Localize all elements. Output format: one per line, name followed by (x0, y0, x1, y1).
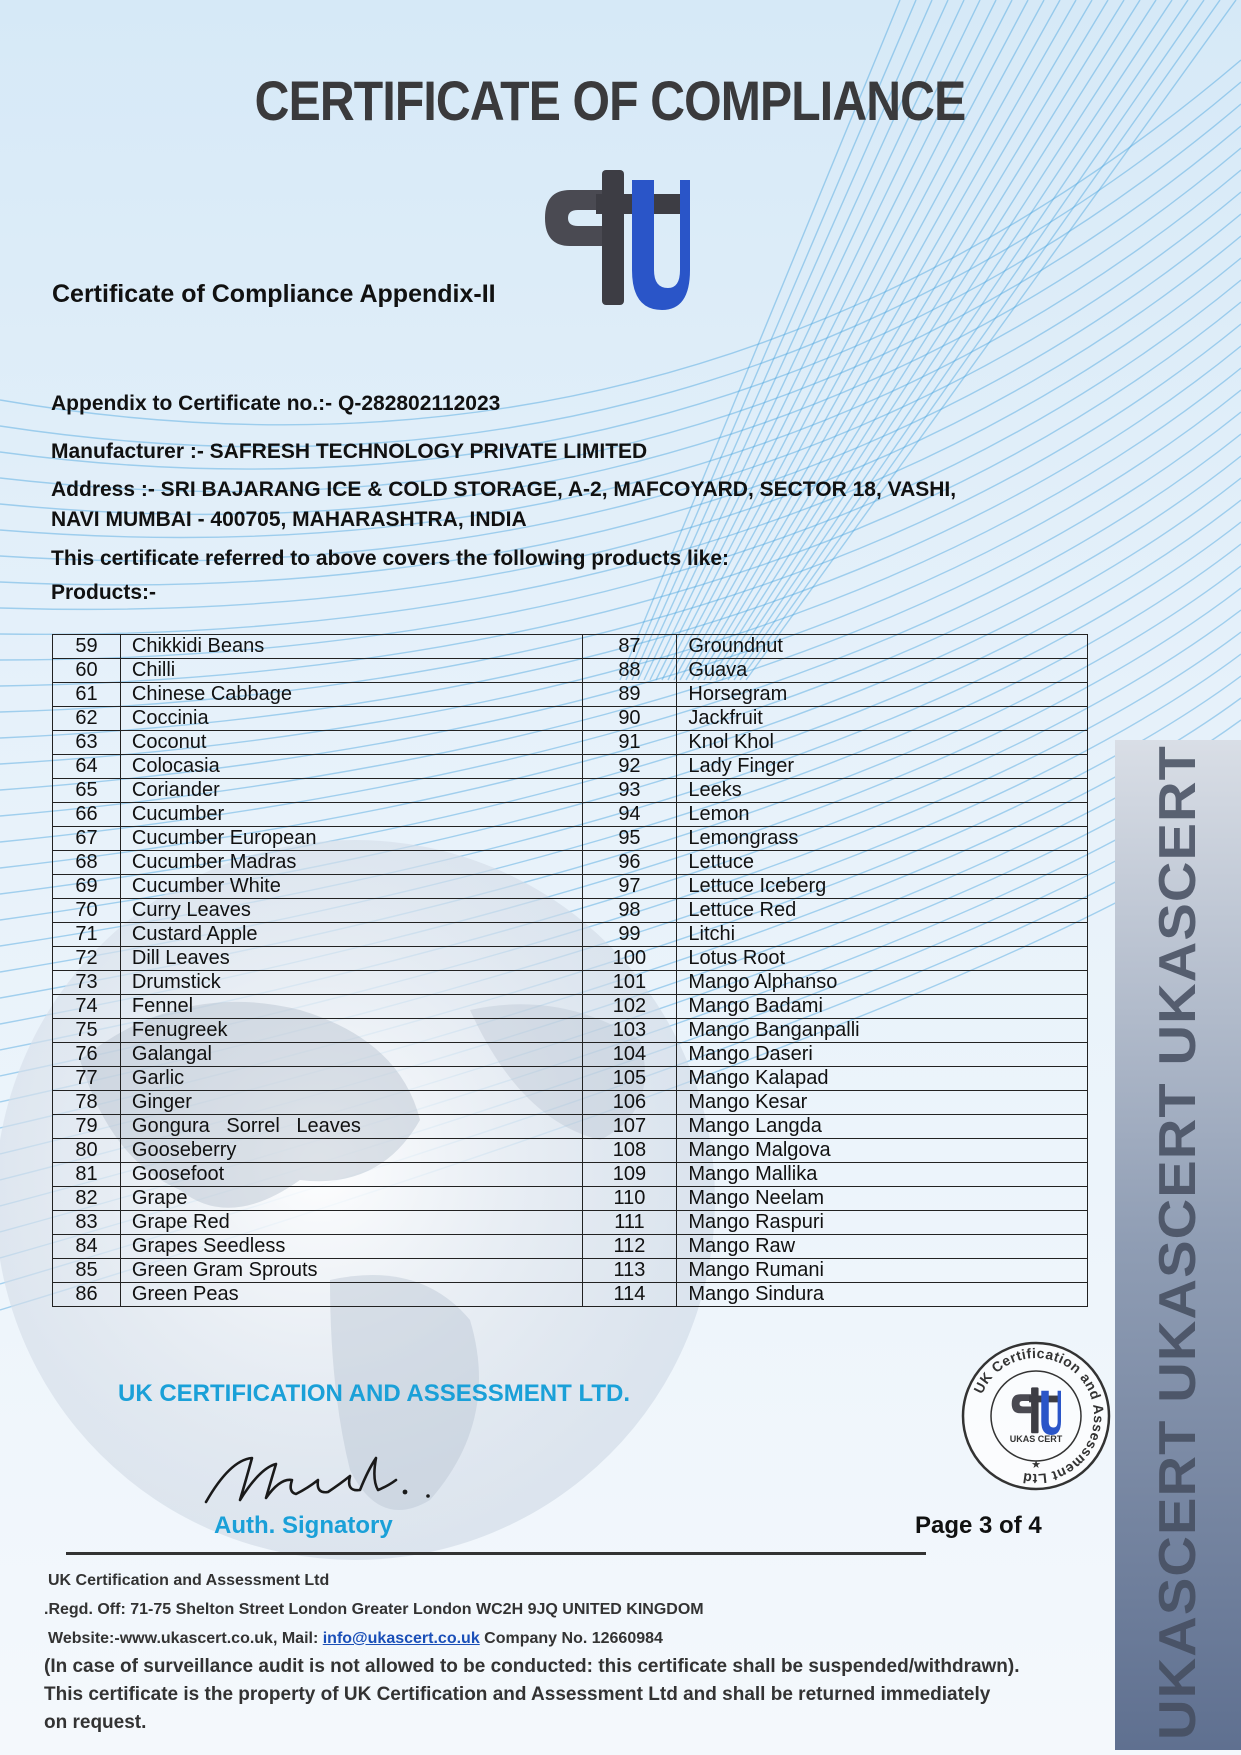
product-number: 65 (53, 779, 121, 803)
table-row (53, 923, 1088, 947)
product-number: 94 (582, 803, 677, 827)
product-name: Mango Langda (677, 1115, 1088, 1139)
product-name: Mango Mallika (677, 1163, 1088, 1187)
product-name: Coconut (120, 731, 582, 755)
product-number: 62 (53, 707, 121, 731)
product-number: 98 (582, 899, 677, 923)
table-row (53, 1259, 1088, 1283)
product-name: Goosefoot (120, 1163, 582, 1187)
product-number: 59 (53, 635, 121, 659)
product-name: Coccinia (120, 707, 582, 731)
product-name: Chilli (120, 659, 582, 683)
manufacturer: Manufacturer :- SAFRESH TECHNOLOGY PRIVATE LIMITED (51, 440, 648, 463)
product-name: Lotus Root (677, 947, 1088, 971)
product-number: 110 (582, 1187, 677, 1211)
product-number: 67 (53, 827, 121, 851)
page-number: Page 3 of 4 (915, 1512, 1042, 1539)
table-row (53, 1235, 1088, 1259)
ukas-logo (540, 160, 700, 315)
table-row (53, 1283, 1088, 1307)
product-number: 101 (582, 971, 677, 995)
product-number: 60 (53, 659, 121, 683)
product-number: 107 (582, 1115, 677, 1139)
product-number: 104 (582, 1043, 677, 1067)
product-number: 76 (53, 1043, 121, 1067)
table-row (53, 851, 1088, 875)
table-row (53, 1115, 1088, 1139)
product-number: 106 (582, 1091, 677, 1115)
table-row (53, 899, 1088, 923)
products-heading: Products:- (51, 581, 156, 604)
footer-notice-2: This certificate is the property of UK Certification and Assessment Ltd and shall be returned immediately (44, 1684, 991, 1705)
product-name: Mango Kalapad (677, 1067, 1088, 1091)
product-name: Mango Badami (677, 995, 1088, 1019)
product-name: Gongura Sorrel Leaves (120, 1115, 582, 1139)
product-name: Litchi (677, 923, 1088, 947)
ukascert-side-band (1115, 740, 1241, 1750)
product-number: 63 (53, 731, 121, 755)
product-number: 87 (582, 635, 677, 659)
product-name: Lettuce Iceberg (677, 875, 1088, 899)
table-row (53, 995, 1088, 1019)
table-row (53, 683, 1088, 707)
product-name: Green Peas (120, 1283, 582, 1307)
product-number: 88 (582, 659, 677, 683)
product-name: Fennel (120, 995, 582, 1019)
seal-center-text: UKAS CERT (1009, 1434, 1063, 1444)
product-number: 69 (53, 875, 121, 899)
product-name: Lady Finger (677, 755, 1088, 779)
product-name: Lemon (677, 803, 1088, 827)
product-name: Knol Khol (677, 731, 1088, 755)
product-name: Mango Malgova (677, 1139, 1088, 1163)
product-name: Coriander (120, 779, 582, 803)
product-name: Fenugreek (120, 1019, 582, 1043)
footer-divider (66, 1552, 926, 1555)
product-name: Chikkidi Beans (120, 635, 582, 659)
product-number: 99 (582, 923, 677, 947)
footer-office-address: .Regd. Off: 71-75 Shelton Street London Greater London WC2H 9JQ UNITED KINGDOM (44, 1601, 704, 1618)
seal-ring-text: UK Certification and Assessment Ltd (970, 1344, 1108, 1488)
product-number: 91 (582, 731, 677, 755)
product-number: 95 (582, 827, 677, 851)
product-number: 103 (582, 1019, 677, 1043)
product-number: 85 (53, 1259, 121, 1283)
table-row (53, 1067, 1088, 1091)
table-row (53, 971, 1088, 995)
product-number: 70 (53, 899, 121, 923)
product-name: Mango Rumani (677, 1259, 1088, 1283)
footer-email-link[interactable]: info@ukascert.co.uk (322, 1630, 480, 1647)
product-name: Galangal (120, 1043, 582, 1067)
product-name: Mango Neelam (677, 1187, 1088, 1211)
product-number: 71 (53, 923, 121, 947)
product-name: Cucumber (120, 803, 582, 827)
product-number: 64 (53, 755, 121, 779)
product-name: Curry Leaves (120, 899, 582, 923)
product-name: Grapes Seedless (120, 1235, 582, 1259)
product-name: Cucumber Madras (120, 851, 582, 875)
product-name: Ginger (120, 1091, 582, 1115)
footer-contact (48, 1630, 663, 1648)
table-row (53, 1163, 1088, 1187)
certificate-number: Appendix to Certificate no.:- Q-282802112023 (51, 392, 501, 415)
product-name: Custard Apple (120, 923, 582, 947)
product-number: 80 (53, 1139, 121, 1163)
product-number: 100 (582, 947, 677, 971)
product-name: Drumstick (120, 971, 582, 995)
address-line-2: NAVI MUMBAI - 400705, MAHARASHTRA, INDIA (51, 508, 527, 531)
table-row (53, 875, 1088, 899)
table-row (53, 755, 1088, 779)
product-name: Guava (677, 659, 1088, 683)
products-table (52, 634, 1088, 1307)
product-name: Jackfruit (677, 707, 1088, 731)
product-name: Garlic (120, 1067, 582, 1091)
product-number: 92 (582, 755, 677, 779)
product-name: Dill Leaves (120, 947, 582, 971)
footer-notice-3: on request. (44, 1712, 147, 1733)
product-name: Mango Raw (677, 1235, 1088, 1259)
product-number: 83 (53, 1211, 121, 1235)
auth-signatory-label: Auth. Signatory (214, 1512, 393, 1539)
product-number: 73 (53, 971, 121, 995)
product-number: 84 (53, 1235, 121, 1259)
table-row (53, 1091, 1088, 1115)
table-row (53, 707, 1088, 731)
product-name: Chinese Cabbage (120, 683, 582, 707)
product-number: 113 (582, 1259, 677, 1283)
product-number: 105 (582, 1067, 677, 1091)
table-row (53, 1043, 1088, 1067)
table-row (53, 779, 1088, 803)
product-number: 75 (53, 1019, 121, 1043)
product-number: 111 (582, 1211, 677, 1235)
footer-website: Website:-www.ukascert.co.uk, Mail: (48, 1630, 323, 1647)
product-name: Lemongrass (677, 827, 1088, 851)
ukas-seal (960, 1340, 1112, 1492)
product-name: Groundnut (677, 635, 1088, 659)
product-name: Grape Red (120, 1211, 582, 1235)
table-row (53, 827, 1088, 851)
product-number: 93 (582, 779, 677, 803)
covers-statement: This certificate referred to above covers the following products like: (51, 547, 729, 570)
table-row (53, 1187, 1088, 1211)
product-name: Gooseberry (120, 1139, 582, 1163)
product-number: 61 (53, 683, 121, 707)
product-name: Mango Raspuri (677, 1211, 1088, 1235)
product-name: Lettuce Red (677, 899, 1088, 923)
company-name: UK CERTIFICATION AND ASSESSMENT LTD. (118, 1380, 630, 1407)
appendix-title: Certificate of Compliance Appendix-II (52, 280, 496, 308)
product-number: 90 (582, 707, 677, 731)
product-name: Leeks (677, 779, 1088, 803)
seal-star-icon: ★ (1031, 1459, 1041, 1471)
product-number: 108 (582, 1139, 677, 1163)
product-number: 97 (582, 875, 677, 899)
product-name: Cucumber White (120, 875, 582, 899)
product-number: 96 (582, 851, 677, 875)
product-name: Lettuce (677, 851, 1088, 875)
product-name: Mango Daseri (677, 1043, 1088, 1067)
table-row (53, 1019, 1088, 1043)
footer-company-number: Company No. 12660984 (479, 1630, 663, 1647)
product-number: 102 (582, 995, 677, 1019)
product-name: Colocasia (120, 755, 582, 779)
product-number: 112 (582, 1235, 677, 1259)
product-number: 86 (53, 1283, 121, 1307)
table-row (53, 659, 1088, 683)
product-number: 78 (53, 1091, 121, 1115)
certificate-title: CERTIFICATE OF COMPLIANCE (254, 69, 966, 132)
table-row (53, 731, 1088, 755)
product-name: Grape (120, 1187, 582, 1211)
footer-company: UK Certification and Assessment Ltd (48, 1572, 330, 1589)
signature (200, 1440, 440, 1520)
table-row (53, 1211, 1088, 1235)
product-name: Mango Alphanso (677, 971, 1088, 995)
product-name: Horsegram (677, 683, 1088, 707)
address-line-1: Address :- SRI BAJARANG ICE & COLD STORAGE, A-2, MAFCOYARD, SECTOR 18, VASHI, (51, 478, 957, 501)
product-number: 74 (53, 995, 121, 1019)
product-number: 66 (53, 803, 121, 827)
table-row (53, 1139, 1088, 1163)
product-name: Mango Banganpalli (677, 1019, 1088, 1043)
product-number: 79 (53, 1115, 121, 1139)
product-name: Cucumber European (120, 827, 582, 851)
product-number: 109 (582, 1163, 677, 1187)
table-row (53, 947, 1088, 971)
product-name: Green Gram Sprouts (120, 1259, 582, 1283)
product-number: 82 (53, 1187, 121, 1211)
product-number: 68 (53, 851, 121, 875)
side-band-text: UKASCERT UKASCERT UKASCERT (1149, 818, 1207, 1740)
table-row (53, 803, 1088, 827)
product-number: 89 (582, 683, 677, 707)
footer-notice-1: (In case of surveillance audit is not allowed to be conducted: this certificate shall be suspended/withdrawn). (44, 1656, 1020, 1677)
product-name: Mango Sindura (677, 1283, 1088, 1307)
product-number: 81 (53, 1163, 121, 1187)
products-table-body (53, 635, 1088, 1307)
product-number: 114 (582, 1283, 677, 1307)
product-name: Mango Kesar (677, 1091, 1088, 1115)
table-row (53, 635, 1088, 659)
product-number: 72 (53, 947, 121, 971)
product-number: 77 (53, 1067, 121, 1091)
